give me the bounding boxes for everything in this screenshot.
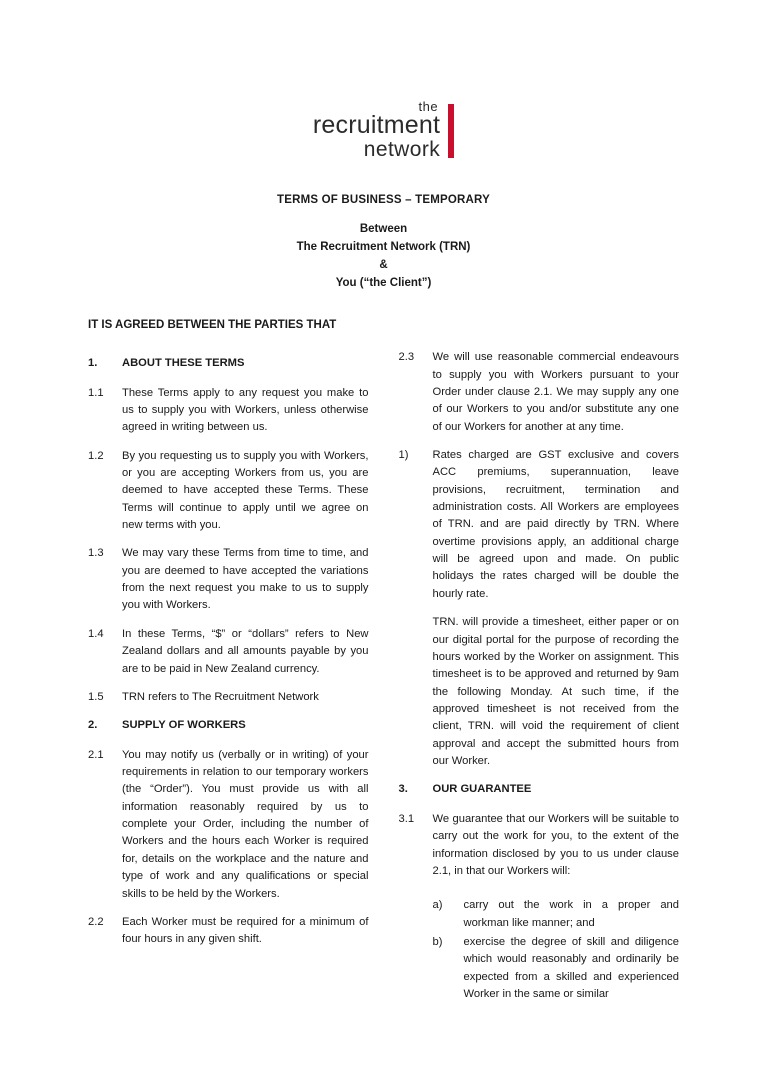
sub-clause [433,897,680,932]
paragraph: TRN. will provide a timesheet, either paper or on our digital portal for the purpose of recording the hours worked by the Worker on assignment. This timesheet is to be approved and returned by 9am the following Monday. At such time, if the approved timesheet is not received from the client, TRN. will void the requirement of client approval and accept the submitted hours from our Worker. [432,616,679,768]
clause-text: TRN refers to The Recruitment Network [122,690,319,703]
sub-clause [433,934,680,1003]
clause-number: 1.2 [88,449,104,462]
sub-clause-number: b) [432,935,443,948]
clause-text: Each Worker must be required for a minimum of four hours in any given shift. [122,915,369,946]
sub-clause-list [433,897,680,1003]
clause-number: 1.3 [88,547,104,560]
sub-clause-text: exercise the degree of skill and diligence which would reasonably and ordinarily be expected from a skilled and experienced Worker in the same or similar [463,935,679,1001]
section-number: 3. [398,783,408,796]
clause [399,811,680,880]
sub-clause-text: carry out the work in a proper and workman like manner; and [463,899,679,929]
clause [88,626,369,678]
right-column [399,349,680,1005]
clause-text: We will use reasonable commercial endeavours to supply you with Workers pursuant to your Order under clause 2.1. We may supply any one of our Workers to you and/or substitute any one of our Workers for another at any time. [432,351,679,433]
clause [88,689,369,706]
trn-logo [313,100,454,160]
section-heading [88,717,369,734]
clause-text: We guarantee that our Workers will be suitable to carry out the work for you, to the extent of the information disclosed by you to us under clause 2.1, in that our Workers will: [432,812,679,877]
clause [399,349,680,436]
clause-number: 2.2 [88,915,104,928]
section-title: SUPPLY OF WORKERS [122,719,246,732]
clause-text: We may vary these Terms from time to time, and you are deemed to have accepted the variations from the next request you make to us to supply you with Workers. [122,547,369,612]
section-title: ABOUT THESE TERMS [122,357,245,370]
section-title: OUR GUARANTEE [432,783,532,796]
clause-text: Rates charged are GST exclusive and covers ACC premiums, superannuation, leave provisions, recruitment, termination and administration costs. All Workers are employees of TRN. and are paid directly by TRN. Where overtime provisions apply, an additional charge will be agreed upon and made. On public holidays the rates charged will be double the hourly rate. [432,448,679,600]
left-column [88,349,369,1005]
clause-number: 1.4 [88,627,104,640]
clause [399,447,680,603]
clause-text: In these Terms, “$” or “dollars” refers to New Zealand dollars and all amounts payable by you are to be paid in New Zealand currency. [122,627,369,675]
party-two: You (“the Client”) [335,277,432,290]
clause-number: 2.3 [398,351,415,364]
title-block [88,194,679,289]
between-label: Between [359,223,408,236]
page-title: TERMS OF BUSINESS – TEMPORARY [276,194,491,207]
section-number: 2. [88,719,98,732]
sub-clause-number: a) [432,899,443,912]
body-columns [88,349,679,1005]
agreement-statement: IT IS AGREED BETWEEN THE PARTIES THAT [88,319,337,332]
section-heading [399,781,680,798]
logo-line-recruitment: recruitment [312,111,441,140]
clause [88,914,369,949]
logo-line-the: the [418,99,439,114]
section-number: 1. [88,357,98,370]
ampersand: & [379,259,388,272]
clause [88,448,369,535]
logo-accent-bar [448,104,454,158]
clause-number: 3.1 [398,812,415,825]
clause [88,545,369,614]
logo-block [88,0,679,160]
clause-number: 1.5 [88,690,104,703]
party-one: The Recruitment Network (TRN) [296,241,471,254]
section-heading [88,355,369,372]
clause-number: 1) [398,448,409,461]
clause-text: By you requesting us to supply you with Workers, or you are accepting Workers from us, you are deemed to have accepted these Terms. These Terms will continue to apply until we agree on new terms with you. [122,449,369,532]
clause-text: These Terms apply to any request you make to us to supply you with Workers, unless otherwise agreed in writing between us. [122,386,369,434]
clause-number: 1.1 [88,386,104,399]
logo-line-network: network [363,137,441,161]
clause [88,747,369,903]
clause [88,385,369,437]
clause-text: You may notify us (verbally or in writing) of your requirements in relation to our temporary workers (the “Order”). You must provide us with all information reasonably required by us to complete your Order, including the number of Workers and the hours each Worker is required for, details on the workplace and the nature and type of work and any qualifications or special skills to be held by the Workers. [122,748,369,900]
clause-number: 2.1 [88,748,104,761]
